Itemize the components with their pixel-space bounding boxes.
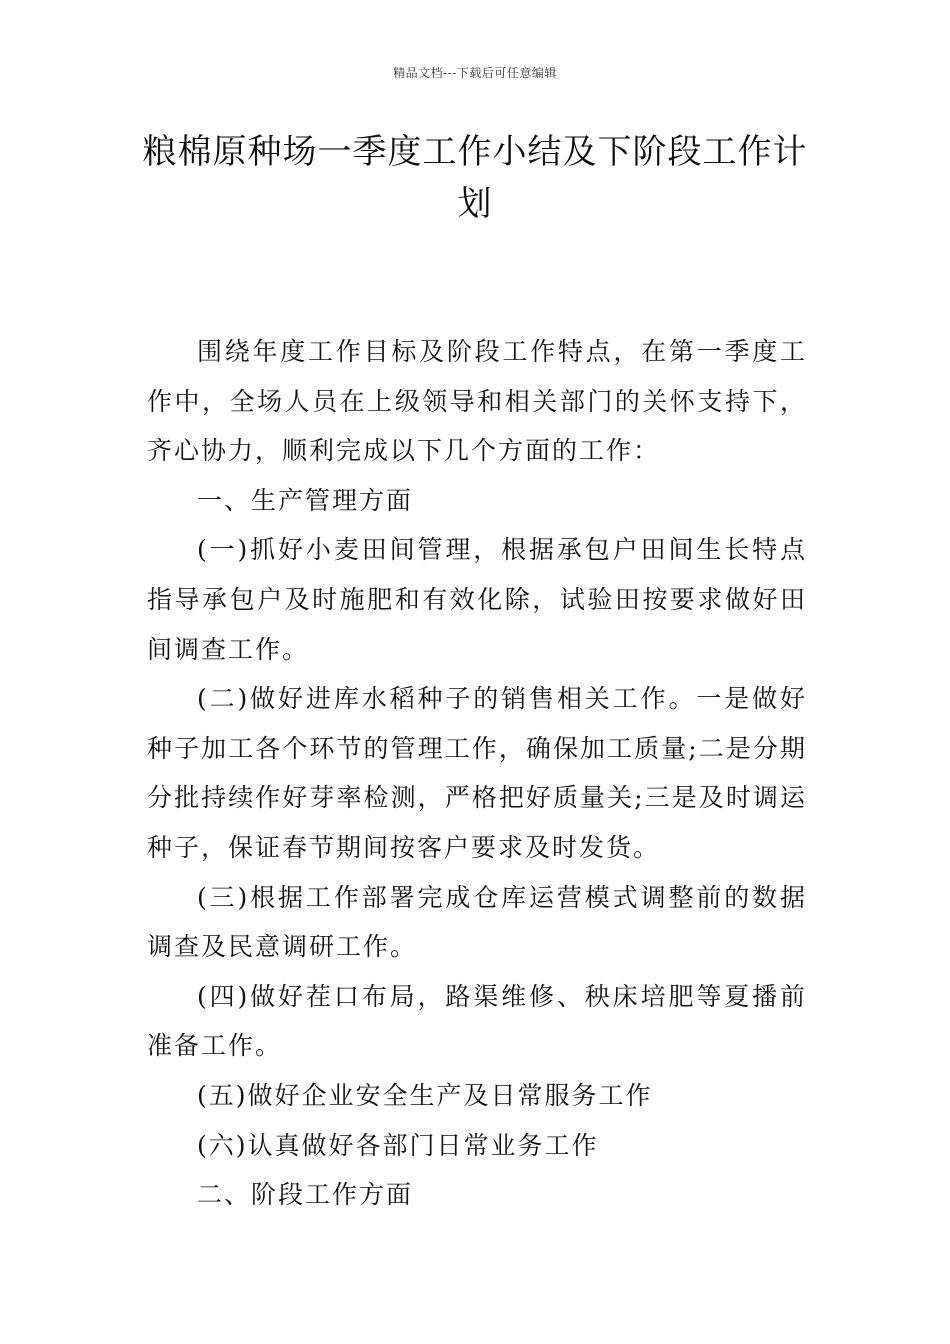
- document-title: 粮棉原种场一季度工作小结及下阶段工作计划: [142, 132, 808, 224]
- section-heading-production: 一、生产管理方面: [197, 485, 414, 515]
- paragraph-item-4: (四)做好茬口布局，路渠维修、秧床培肥等夏播前准备工作。: [147, 981, 807, 1061]
- paragraph-intro: 围绕年度工作目标及阶段工作特点，在第一季度工作中，全场人员在上级领导和相关部门的关怀支持下，齐心协力，顺利完成以下几个方面的工作：: [147, 337, 807, 466]
- header-note: 精品文档---下载后可任意编辑: [393, 66, 557, 80]
- paragraph-item-2: (二)做好进库水稻种子的销售相关工作。一是做好种子加工各个环节的管理工作，确保加工质量;二是分期分批持续作好芽率检测，严格把好质量关;三是及时调运种子，保证春节期间按客户要求及时发货。: [147, 684, 807, 862]
- document-body: [147, 327, 807, 1220]
- paragraph-item-1: (一)抓好小麦田间管理，根据承包户田间生长特点指导承包户及时施肥和有效化除，试验田按要求做好田间调查工作。: [147, 535, 807, 664]
- paragraph-item-5: (五)做好企业安全生产及日常服务工作: [197, 1080, 653, 1110]
- paragraph-item-6: (六)认真做好各部门日常业务工作: [197, 1130, 599, 1160]
- section-heading-stage: 二、阶段工作方面: [197, 1180, 414, 1210]
- paragraph-item-3: (三)根据工作部署完成仓库运营模式调整前的数据调查及民意调研工作。: [147, 882, 807, 962]
